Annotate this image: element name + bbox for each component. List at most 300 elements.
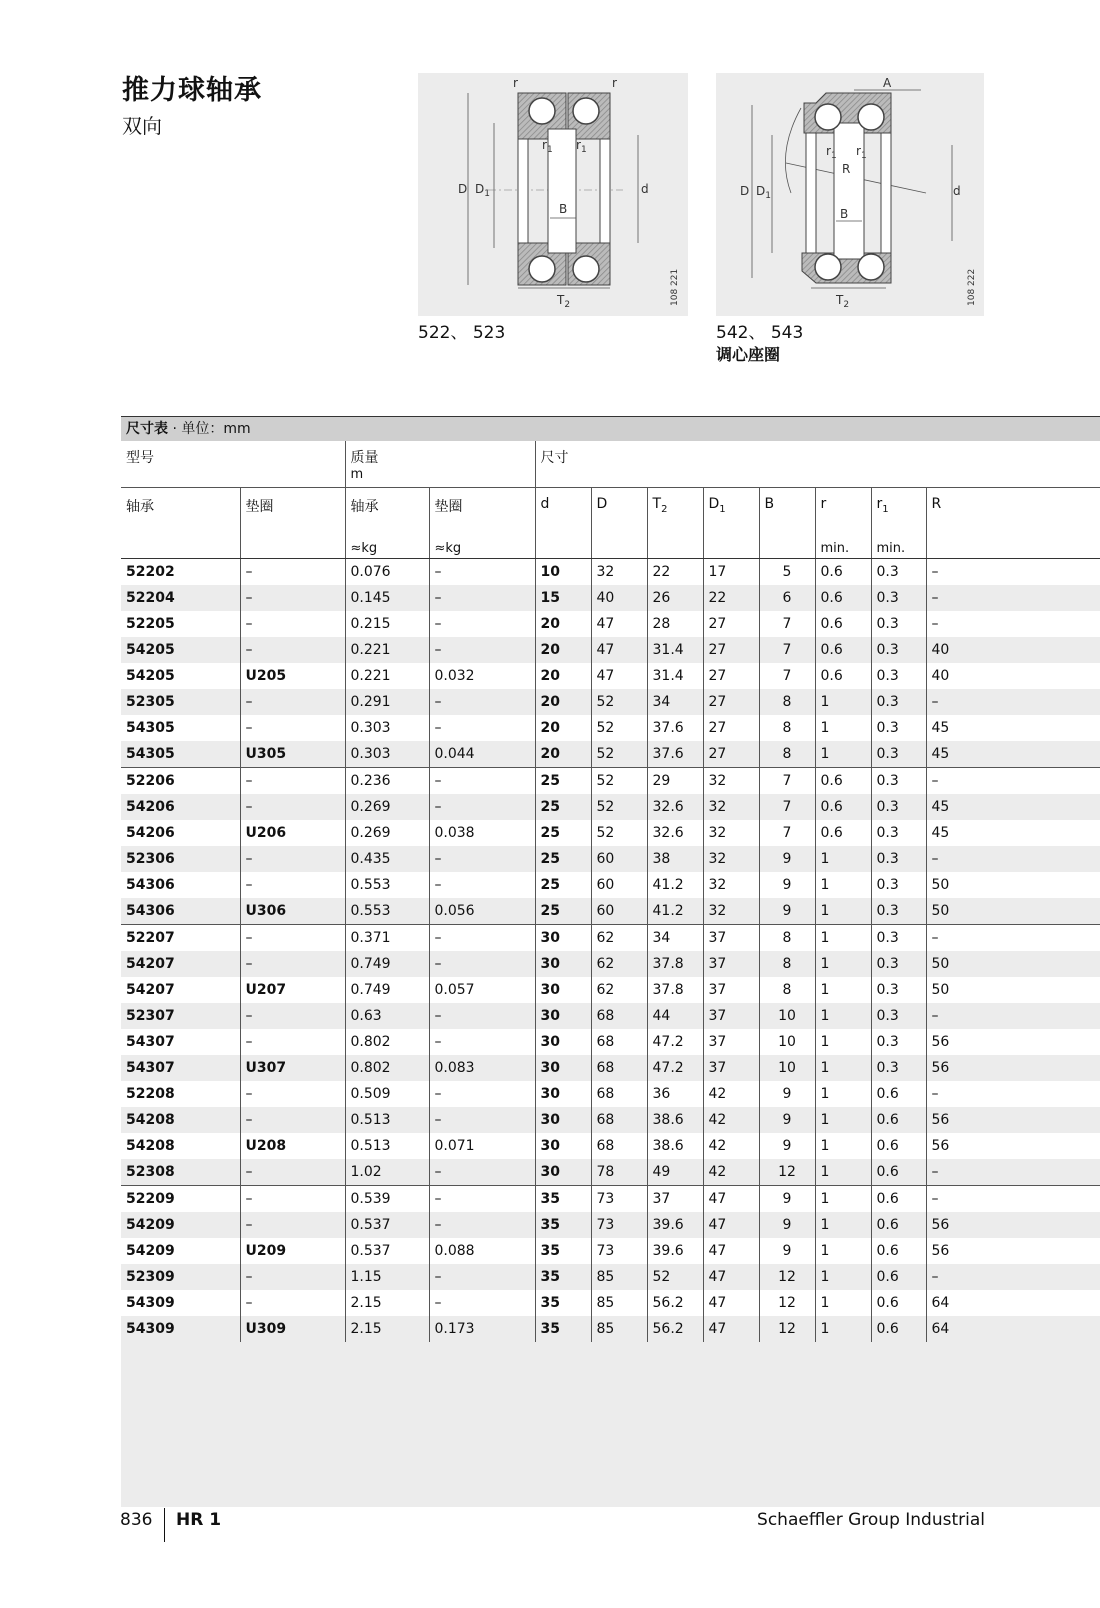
table-cell: 54207 <box>121 977 240 1003</box>
table-cell: – <box>429 1029 535 1055</box>
table-cell: 30 <box>535 1029 591 1055</box>
table-cell: 54305 <box>121 741 240 768</box>
table-cell: 0.3 <box>871 794 926 820</box>
table-cell: 37 <box>703 977 759 1003</box>
table-cell: 47 <box>703 1238 759 1264</box>
table-cell: 0.6 <box>871 1133 926 1159</box>
table-cell: 34 <box>647 924 703 951</box>
table-cell: 45 <box>926 794 1100 820</box>
table-cell: 68 <box>591 1055 647 1081</box>
label-r1-right: $r_1$ <box>576 138 587 155</box>
table-cell: 1 <box>815 872 871 898</box>
figure-caption-1: 522、 523 <box>418 323 506 343</box>
table-cell: 47.2 <box>647 1029 703 1055</box>
table-cell: 37 <box>703 924 759 951</box>
table-cell: 20 <box>535 637 591 663</box>
table-cell: 45 <box>926 741 1100 768</box>
table-cell: 30 <box>535 1159 591 1186</box>
table-cell: – <box>240 1081 345 1107</box>
table-row <box>121 585 1100 611</box>
table-cell: 0.056 <box>429 898 535 925</box>
table-cell: 54207 <box>121 951 240 977</box>
table-cell: – <box>240 689 345 715</box>
label-r1-left: $r_1$ <box>826 144 837 161</box>
table-row <box>121 715 1100 741</box>
table-cell: 56.2 <box>647 1290 703 1316</box>
table-cell: – <box>926 1159 1100 1186</box>
table-cell: 8 <box>759 715 815 741</box>
table-cell: 50 <box>926 872 1100 898</box>
page-number: 836 <box>120 1510 153 1530</box>
table-cell: 0.6 <box>871 1212 926 1238</box>
table-row <box>121 1264 1100 1290</box>
table-cell: U208 <box>240 1133 345 1159</box>
table-cell: 0.553 <box>345 872 429 898</box>
table-cell: 0.236 <box>345 767 429 794</box>
table-cell: 56 <box>926 1055 1100 1081</box>
table-cell: 0.3 <box>871 924 926 951</box>
table-cell: 32 <box>703 846 759 872</box>
table-cell: 54205 <box>121 663 240 689</box>
header-column-row <box>121 487 1100 558</box>
table-cell: 0.088 <box>429 1238 535 1264</box>
col-mass-washer: 垫圈 ≈kg <box>429 487 535 558</box>
table-cell: – <box>429 1185 535 1212</box>
table-row <box>121 1003 1100 1029</box>
table-cell: 52202 <box>121 558 240 585</box>
table-cell: – <box>240 1107 345 1133</box>
table-cell: 1 <box>815 715 871 741</box>
table-cell: – <box>429 951 535 977</box>
col-D1: $D_1$ <box>703 487 759 558</box>
table-cell: 0.6 <box>871 1185 926 1212</box>
table-cell: 32 <box>703 794 759 820</box>
table-cell: 28 <box>647 611 703 637</box>
label-T2: $T_2$ <box>836 293 850 310</box>
table-cell: 0.749 <box>345 977 429 1003</box>
table-cell: 37.6 <box>647 741 703 768</box>
table-cell: 27 <box>703 689 759 715</box>
table-cell: 0.032 <box>429 663 535 689</box>
table-cell: 9 <box>759 1081 815 1107</box>
table-cell: 52 <box>591 767 647 794</box>
table-cell: 47 <box>703 1212 759 1238</box>
table-cell: 1 <box>815 1003 871 1029</box>
table-cell: 9 <box>759 1212 815 1238</box>
table-cell: – <box>240 1029 345 1055</box>
label-B: B <box>840 207 849 221</box>
table-cell: 50 <box>926 898 1100 925</box>
table-cell: 0.6 <box>871 1238 926 1264</box>
table-row <box>121 1029 1100 1055</box>
table-cell: 52 <box>591 689 647 715</box>
table-cell: 37 <box>703 1029 759 1055</box>
table-cell: 0.3 <box>871 741 926 768</box>
table-cell: 54208 <box>121 1107 240 1133</box>
table-cell: 12 <box>759 1264 815 1290</box>
table-cell: 1.02 <box>345 1159 429 1186</box>
label-r1-left: $r_1$ <box>542 138 553 155</box>
table-cell: 0.6 <box>815 820 871 846</box>
table-cell: 1 <box>815 689 871 715</box>
table-cell: 1 <box>815 1185 871 1212</box>
table-cell: 8 <box>759 977 815 1003</box>
table-cell: 35 <box>535 1185 591 1212</box>
table-cell: – <box>429 585 535 611</box>
table-cell: 32 <box>703 872 759 898</box>
table-cell: 1 <box>815 1264 871 1290</box>
table-cell: 7 <box>759 637 815 663</box>
table-cell: 0.3 <box>871 585 926 611</box>
table-row <box>121 846 1100 872</box>
table-cell: 37.8 <box>647 951 703 977</box>
table-cell: 54206 <box>121 794 240 820</box>
table-cell: 9 <box>759 1185 815 1212</box>
label-r1-right: $r_1$ <box>856 144 867 161</box>
table-cell: – <box>926 1264 1100 1290</box>
table-cell: – <box>240 637 345 663</box>
table-cell: U205 <box>240 663 345 689</box>
table-cell: 6 <box>759 585 815 611</box>
table-cell: 0.303 <box>345 715 429 741</box>
table-cell: 1 <box>815 1316 871 1342</box>
table-cell: 9 <box>759 1238 815 1264</box>
table-cell: 9 <box>759 898 815 925</box>
table-cell: 0.3 <box>871 898 926 925</box>
label-r: r <box>513 76 518 90</box>
table-cell: 42 <box>703 1107 759 1133</box>
table-cell: – <box>240 1290 345 1316</box>
table-cell: – <box>926 1081 1100 1107</box>
col-r1: $r_1$ min. <box>871 487 926 558</box>
table-cell: 68 <box>591 1029 647 1055</box>
table-cell: 9 <box>759 872 815 898</box>
table-cell: 30 <box>535 1107 591 1133</box>
table-cell: – <box>240 558 345 585</box>
table-row <box>121 1081 1100 1107</box>
table-cell: 25 <box>535 820 591 846</box>
table-row <box>121 741 1100 768</box>
table-cell: 0.3 <box>871 846 926 872</box>
table-cell: 45 <box>926 715 1100 741</box>
table-cell: U307 <box>240 1055 345 1081</box>
table-cell: 44 <box>647 1003 703 1029</box>
table-cell: 0.3 <box>871 663 926 689</box>
table-row <box>121 1159 1100 1186</box>
table-cell: – <box>240 715 345 741</box>
table-cell: 32.6 <box>647 820 703 846</box>
table-cell: 30 <box>535 1003 591 1029</box>
table-cell: 1 <box>815 846 871 872</box>
table-cell: 52208 <box>121 1081 240 1107</box>
table-cell: 0.6 <box>871 1290 926 1316</box>
table-cell: 8 <box>759 924 815 951</box>
table-cell: 0.6 <box>871 1107 926 1133</box>
table-cell: 37 <box>703 1003 759 1029</box>
table-cell: 22 <box>647 558 703 585</box>
table-cell: 0.3 <box>871 689 926 715</box>
table-cell: 7 <box>759 794 815 820</box>
table-cell: 42 <box>703 1159 759 1186</box>
table-cell: 31.4 <box>647 663 703 689</box>
table-cell: – <box>429 1290 535 1316</box>
table-cell: 0.044 <box>429 741 535 768</box>
table-cell: – <box>240 872 345 898</box>
table-cell: – <box>926 611 1100 637</box>
table-cell: 20 <box>535 611 591 637</box>
page-footer <box>120 1510 985 1540</box>
table-cell: 0.221 <box>345 663 429 689</box>
table-cell: 64 <box>926 1290 1100 1316</box>
table-cell: 10 <box>759 1029 815 1055</box>
table-cell: 35 <box>535 1316 591 1342</box>
page-title: 推力球轴承 <box>122 75 262 106</box>
table-cell: U207 <box>240 977 345 1003</box>
table-cell: – <box>429 767 535 794</box>
table-row <box>121 794 1100 820</box>
table-row <box>121 637 1100 663</box>
table-row <box>121 977 1100 1003</box>
table-cell: 7 <box>759 611 815 637</box>
table-cell: 1 <box>815 1107 871 1133</box>
table-row <box>121 872 1100 898</box>
table-cell: 0.269 <box>345 794 429 820</box>
table-cell: 38.6 <box>647 1133 703 1159</box>
table-cell: 52306 <box>121 846 240 872</box>
table-cell: 73 <box>591 1238 647 1264</box>
table-cell: 0.3 <box>871 715 926 741</box>
table-cell: – <box>926 689 1100 715</box>
col-D: D <box>591 487 647 558</box>
table-row <box>121 1238 1100 1264</box>
table-cell: 32 <box>703 767 759 794</box>
table-cell: 35 <box>535 1238 591 1264</box>
table-cell: 47 <box>591 611 647 637</box>
document-code: HR 1 <box>176 1510 222 1530</box>
table-cell: – <box>429 611 535 637</box>
table-cell: 5 <box>759 558 815 585</box>
table-cell: 1 <box>815 951 871 977</box>
table-row <box>121 1107 1100 1133</box>
table-cell: 52308 <box>121 1159 240 1186</box>
footer-divider <box>164 1508 165 1542</box>
table-cell: 1 <box>815 1159 871 1186</box>
table-cell: 0.6 <box>815 558 871 585</box>
table-cell: 0.6 <box>815 637 871 663</box>
table-cell: 52309 <box>121 1264 240 1290</box>
table-cell: U206 <box>240 820 345 846</box>
header-dimensions: 尺寸 <box>535 441 1100 487</box>
table-cell: 32 <box>591 558 647 585</box>
table-row <box>121 558 1100 585</box>
table-cell: – <box>926 1003 1100 1029</box>
table-cell: 52207 <box>121 924 240 951</box>
table-cell: – <box>429 1159 535 1186</box>
table-cell: – <box>240 611 345 637</box>
table-cell: 0.435 <box>345 846 429 872</box>
table-cell: 1 <box>815 1081 871 1107</box>
table-cell: 27 <box>703 715 759 741</box>
table-cell: – <box>429 1212 535 1238</box>
table-cell: 54307 <box>121 1055 240 1081</box>
table-cell: 1.15 <box>345 1264 429 1290</box>
header-model: 型号 <box>121 441 345 487</box>
table-cell: – <box>429 794 535 820</box>
table-cell: 35 <box>535 1290 591 1316</box>
table-cell: 54209 <box>121 1212 240 1238</box>
table-cell: – <box>926 767 1100 794</box>
table-cell: 54208 <box>121 1133 240 1159</box>
table-cell: 25 <box>535 872 591 898</box>
table-cell: 60 <box>591 846 647 872</box>
table-cell: 9 <box>759 1133 815 1159</box>
table-cell: 39.6 <box>647 1238 703 1264</box>
table-cell: – <box>240 1185 345 1212</box>
table-cell: – <box>926 924 1100 951</box>
table-cell: 35 <box>535 1212 591 1238</box>
table-row <box>121 1185 1100 1212</box>
table-cell: 37 <box>703 951 759 977</box>
table-cell: 2.15 <box>345 1290 429 1316</box>
table-cell: – <box>429 558 535 585</box>
table-cell: 37.8 <box>647 977 703 1003</box>
table-cell: 8 <box>759 689 815 715</box>
table-row <box>121 924 1100 951</box>
table-cell: 0.3 <box>871 1029 926 1055</box>
table-cell: 52209 <box>121 1185 240 1212</box>
figure-code: 108 221 <box>670 268 680 306</box>
table-cell: 0.215 <box>345 611 429 637</box>
table-cell: 27 <box>703 637 759 663</box>
table-cell: 37 <box>703 1055 759 1081</box>
table-cell: 20 <box>535 715 591 741</box>
table-cell: 0.3 <box>871 558 926 585</box>
table-cell: 25 <box>535 794 591 820</box>
table-cell: 0.749 <box>345 951 429 977</box>
table-cell: – <box>240 794 345 820</box>
table-cell: U306 <box>240 898 345 925</box>
table-cell: – <box>429 689 535 715</box>
table-cell: 0.6 <box>815 767 871 794</box>
table-cell: 47 <box>591 663 647 689</box>
table-cell: 35 <box>535 1264 591 1290</box>
table-cell: 30 <box>535 1055 591 1081</box>
table-cell: 0.509 <box>345 1081 429 1107</box>
table-cell: 0.076 <box>345 558 429 585</box>
table-cell: 68 <box>591 1003 647 1029</box>
col-bearing: 轴承 <box>121 487 240 558</box>
table-cell: 0.802 <box>345 1055 429 1081</box>
table-cell: 47.2 <box>647 1055 703 1081</box>
table-cell: 30 <box>535 1081 591 1107</box>
table-cell: 1 <box>815 741 871 768</box>
table-cell: 52 <box>591 741 647 768</box>
table-cell: 0.539 <box>345 1185 429 1212</box>
table-cell: 0.303 <box>345 741 429 768</box>
table-cell: 0.3 <box>871 611 926 637</box>
table-cell: – <box>429 1107 535 1133</box>
table-cell: 1 <box>815 1055 871 1081</box>
table-cell: – <box>429 715 535 741</box>
table-cell: 1 <box>815 1133 871 1159</box>
table-cell: – <box>240 1212 345 1238</box>
col-mass-bearing: 轴承 ≈kg <box>345 487 429 558</box>
table-cell: 52206 <box>121 767 240 794</box>
table-cell: 54309 <box>121 1316 240 1342</box>
table-cell: 1 <box>815 1029 871 1055</box>
table-cell: 42 <box>703 1133 759 1159</box>
table-cell: 34 <box>647 689 703 715</box>
label-r-right: r <box>612 76 617 90</box>
table-row <box>121 611 1100 637</box>
table-cell: – <box>429 637 535 663</box>
table-row <box>121 820 1100 846</box>
table-row <box>121 1133 1100 1159</box>
table-cell: – <box>926 558 1100 585</box>
label-d: d <box>953 184 961 198</box>
table-cell: 32 <box>703 820 759 846</box>
table-cell: 56 <box>926 1238 1100 1264</box>
label-D1: $D_1$ <box>475 182 490 199</box>
table-cell: 39.6 <box>647 1212 703 1238</box>
table-cell: 0.6 <box>871 1316 926 1342</box>
label-T2: $T_2$ <box>557 293 571 310</box>
table-cell: 54206 <box>121 820 240 846</box>
table-row <box>121 951 1100 977</box>
table-cell: 52205 <box>121 611 240 637</box>
table-cell: 56 <box>926 1133 1100 1159</box>
table-cell: 20 <box>535 663 591 689</box>
col-d: d <box>535 487 591 558</box>
col-washer: 垫圈 <box>240 487 345 558</box>
table-cell: U309 <box>240 1316 345 1342</box>
figure-caption-2: 542、 543 调心座圈 <box>716 323 804 364</box>
table-cell: – <box>240 1264 345 1290</box>
table-cell: 73 <box>591 1212 647 1238</box>
col-T2: $T_2$ <box>647 487 703 558</box>
figure-code: 108 222 <box>967 268 977 306</box>
table-cell: 0.3 <box>871 951 926 977</box>
table-cell: – <box>429 1003 535 1029</box>
company-name: Schaeffler Group Industrial <box>757 1510 985 1530</box>
table-cell: 37.6 <box>647 715 703 741</box>
table-cell: 7 <box>759 820 815 846</box>
table-cell: 60 <box>591 872 647 898</box>
table-cell: 47 <box>703 1185 759 1212</box>
table-cell: 85 <box>591 1264 647 1290</box>
table-cell: – <box>429 1264 535 1290</box>
page-subtitle: 双向 <box>122 114 162 138</box>
bearing-diagram-522-523 <box>418 73 688 316</box>
table-row <box>121 898 1100 925</box>
table-cell: 47 <box>703 1316 759 1342</box>
table-cell: 0.63 <box>345 1003 429 1029</box>
table-cell: 1 <box>815 1290 871 1316</box>
table-cell: 0.537 <box>345 1212 429 1238</box>
table-cell: 27 <box>703 663 759 689</box>
table-cell: 54306 <box>121 872 240 898</box>
table-cell: 0.145 <box>345 585 429 611</box>
table-cell: 85 <box>591 1316 647 1342</box>
table-cell: 0.3 <box>871 872 926 898</box>
table-cell: 12 <box>759 1159 815 1186</box>
table-cell: 0.371 <box>345 924 429 951</box>
table-cell: U305 <box>240 741 345 768</box>
table-cell: 73 <box>591 1185 647 1212</box>
table-cell: 8 <box>759 951 815 977</box>
figure-subcaption: 调心座圈 <box>716 345 781 364</box>
table-cell: 52 <box>591 794 647 820</box>
